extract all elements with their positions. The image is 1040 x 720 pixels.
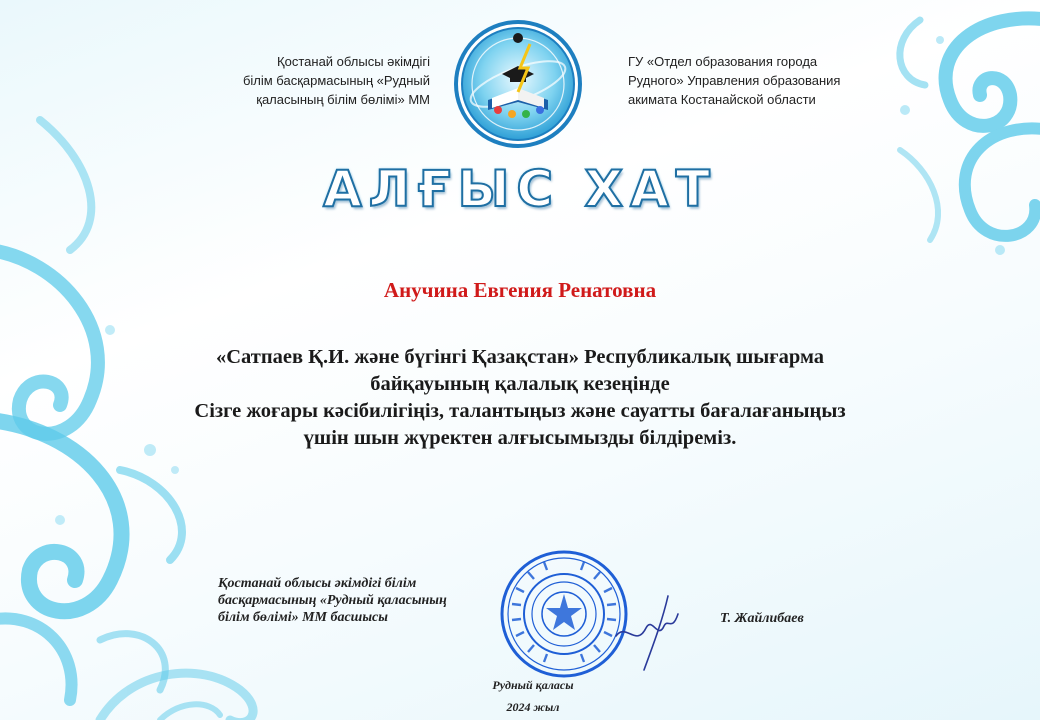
signatory-position-line: білім бөлімі» ММ басшысы: [218, 610, 388, 625]
body-text: [100, 344, 940, 452]
right-ornament-icon: [800, 0, 1040, 270]
footer-city: Рудный қаласы: [492, 678, 574, 692]
footer-year: 2024 жыл: [506, 700, 560, 714]
body-line: Сізге жоғары кәсібилігіңіз, талантыңыз және сауатты бағалағаныңыз: [194, 400, 846, 422]
recipient-name: Анучина Евгения Ренатовна: [383, 278, 657, 302]
header-right-line: ГУ «Отдел образования города: [628, 54, 818, 69]
body-line: байқауының қалалық кезеңінде: [370, 373, 670, 395]
certificate-title: АЛҒЫС ХАТ: [323, 160, 717, 218]
handwritten-signature-icon: [612, 592, 690, 672]
header-right-org: [628, 52, 888, 109]
header-left-line: қаласының білім бөлімі» ММ: [256, 92, 430, 107]
footer-place-date: [438, 674, 628, 718]
header-left-line: Қостанай облысы әкімдігі: [277, 54, 430, 69]
body-line: «Сатпаев Қ.И. және бүгінгі Қазақстан» Республикалық шығарма: [215, 346, 825, 368]
header-left-org: [185, 52, 430, 109]
signatory-position-line: басқармасының «Рудный қаласының: [218, 593, 447, 608]
education-emblem-icon: [452, 18, 584, 150]
bottom-ornament-icon: [0, 540, 300, 720]
header-right-line: акимата Костанайской области: [628, 92, 816, 107]
signatory-position-line: Қостанай облысы әкімдігі білім: [218, 576, 417, 591]
signatory-name: Т. Жайлибаев: [720, 611, 804, 626]
header-left-line: білім басқармасының «Рудный: [242, 73, 430, 88]
official-seal-icon: [498, 548, 630, 680]
header-right-line: Рудного» Управления образования: [628, 73, 841, 88]
body-line: үшін шын жүректен алғысымызды білдіреміз.: [303, 427, 737, 449]
signatory-position: [218, 575, 518, 626]
